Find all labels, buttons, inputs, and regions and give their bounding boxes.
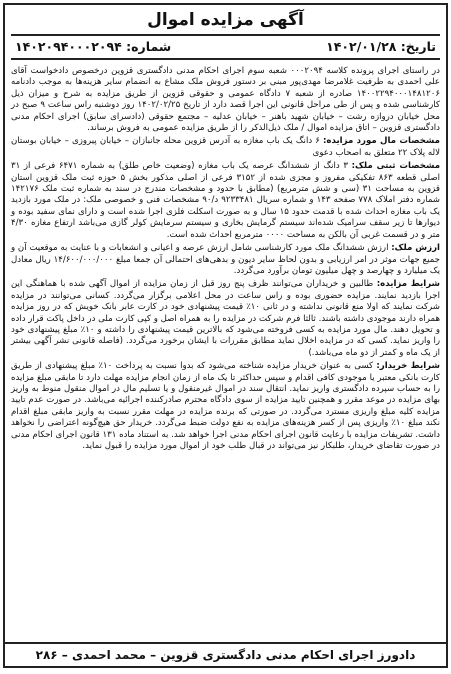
conditions-label: شرایط مزایده: [376,279,441,290]
property-spec-text: ۶ دانگ یک باب مغازه به آدرس قزوین محله جانبازان – خیابان پیروزی – خیابان بوستان لاله پلاک ۲۲ متعلق به اصحاب دعوی [11,136,440,158]
notice-subheader [11,34,440,60]
auction-notice [3,3,448,668]
valuation-label: ارزش ملک: [391,243,441,254]
conditions-text: طالبین و خریداران می‌توانند ظرف پنج روز قبل از زمان مزایده از اموال آگهی شده با هماهنگی این اجرا بازدید نمایند. مزایده حضوری بوده و راس ساعت در محل اعلامی برگزار می‌گردد. کسانی می‌توانند در مزایده شرکت نمایند که اولا منع قانونی نداشته و در ثانی ۱۰٪ قیمت پیشنهادی خود در کارت عابر بانک خویش که در روز مزایده همراه دارند موجودی داشته باشند. ثالثا فرم شرکت در مزایده را به همراه اصل و کپی کارت ملی در داخل پاکت قرار داده و تحویل دهند. مال مورد مزایده به کسی فروخته می‌شود که بالاترین قیمت پیشنهادی را داشته و ۱۰٪ مبلغ پیشنهادی خود را واریز نماید. کسی که در مزایده اخلال نماید مطابق مقررات با ایشان برخورد می‌گردد. (فاصله قانونی نشر آگهی بیشتر از یک ماه و کمتر از دو ماه می‌باشد.) [10,279,440,358]
buyer-conditions-paragraph [11,361,440,452]
valuation-paragraph [11,243,440,277]
conditions-paragraph [11,279,440,359]
buyer-conditions-label: شرایط خریدار: [376,361,440,372]
intro-paragraph: در راستای اجرای پرونده کلاسه ۰۰۰۲۰۹۴ شعبه سوم اجرای احکام مدنی دادگستری قزوین درخصوص دادخواست آقای علی احمدی به طرفیت غلامرضا مهدی‌پور مبنی بر دستور فروش ملک مشاع به انضمام سایر هزینه‌ها به موجب دادنامه ۱۴۰۰۲۲۹۴۰۰۰۱۴۸۱۲۰۶ صادره از شعبه ۷ دادگاه عمومی و حقوقی قزوین از طریق مزایده به شرح و میزان ذیل کارشناسی شده و پس از طی مراحل قانونی این اجرا قصد دارد از تاریخ ۱۴۰۲/۰۲/۲۵ روز دوشنبه راس ساعت ۹ صبح در محل خیابان دروازه رشت – خیابان شهید باهنر – خیابان عدلیه – مجتمع حقوقی (دادسرای سابق) اجرای احکام مدنی دادگستری قزوین – اتاق مزایده اموال / ملک ذیل‌الذکر را از طریق مزایده عمومی به فروش برساند. [11,66,440,134]
valuation-text: ارزش ششدانگ ملک مورد کارشناسی شامل ارزش عرصه و اعیانی و انشعابات و با عنایت به موقعیت آن و جمیع جهات موثر در امر ارزیابی و بدون لحاظ سایر دیون و بدهی‌های احتمالی آن جمعا مبلغ ۱۴/۶۰۰/۰۰۰/۰۰۰ ریال معادل یک میلیارد و چهارصد و چهل میلیون تومان برآورد می‌گردد. [11,243,440,276]
deed-spec-paragraph [11,161,440,241]
buyer-conditions-text: کسی به عنوان خریدار مزایده شناخته می‌شود که بدوا نسبت به پرداخت ۱۰٪ مبلغ پیشنهادی از طریق کارت بانکی معتبر یا موجودی کافی اقدام و سپس حداکثر تا یک ماه از زمان انجام مزایده مهلت دارد تا مابقی مبلغ مزایده را به حساب سپرده دادگستری واریز نماید. انتقال سند در اموال غیرمنقول و یا تسلیم مال در اموال منقول منوط به واریز بهای مزایده در موعد مقرر و همچنین تایید مزایده از سوی دادگاه محترم صادرکننده اجرائیه می‌باشد. در صورت عدم تایید مزایده کلیه مبلغ واریزی مسترد می‌گردد. در صورتی که برنده مزایده در مهلت مقرر نسبت به واریز مابقی مبلغ اقدام نکند مبلغ ۱۰٪ واریزی پس از کسر هزینه‌های مزایده به نفع دولت ضبط می‌گردد. خریدار حق هیچ‌گونه اعتراضی را نخواهد داشت. تشریفات مزایده با رعایت قانون اجرای احکام مدنی اجرا خواهد شد. به استناد ماده ۱۳۱ قانون اجرای احکام مدنی در صورت تقاضای خریدار، طلبکار نیز می‌تواند در قبال طلب خود از اموال مورد مزایده را قبول نماید. [11,361,441,451]
date-label: تاریخ: [400,39,436,54]
notice-number [15,38,171,56]
deed-spec-label: مشخصات ثبتی ملک: [351,161,441,172]
notice-date [326,38,436,56]
number-value: ۱۴۰۲۰۹۴۰۰۰۲۰۹۴ [15,39,122,54]
property-spec-label: مشخصات مال مورد مزایده: [322,136,440,147]
notice-body [11,66,440,452]
number-label: شماره: [126,39,172,54]
date-value: ۱۴۰۲/۰۱/۲۸ [326,39,397,54]
notice-footer: دادورز اجرای احکام مدنی دادگستری قزوین – محمد احمدی – ۲۸۶ [5,642,446,666]
notice-title: آگهی مزایده اموال [147,10,304,30]
deed-spec-text: ۳ دانگ از ششدانگ عرصه یک باب مغازه (وضعیت خاص طلق) به شماره ۶۴۷۱ فرعی از ۳۱ اصلی قطعه ۸۶۳ تفکیکی مفروز و مجزی شده از ۳۱۵۲ فرعی از اصلی مذکور بخش ۵ حوزه ثبت ملک قزوین استان قزوین به مساحت ۳۱ (سی و شش مترمربع) (مطابق با حدود و مشخصات مندرج در سند به شماره ثبت ملک ۱۴۲۱۷۶ شماره دفتر املاک ۷۷۸ صفحه ۱۴۳ و شماره سریال ۹۲۳۳۴۸۱ د/۹۰ مشخصات فنی و خصوصی ملک: در ملک مورد بازدید یک باب مغازه احداث شده با قدمت حدود ۱۵ سال و به صورت اسکلت فلزی اجرا شده است و دارای نمای سفید بوده و دیوارها تا زیر سقف سرامیک شده‌اند سیستم گرمایش بخاری و سیستم سرمایش کولر گازی می‌باشد ارتفاع مغازه ۴/۳۰ متر و در قسمت غربی آن بالکن به مساحت ۰۰۰۰ مترمربع احداث شده است. [11,161,440,240]
property-spec-paragraph [11,136,440,159]
